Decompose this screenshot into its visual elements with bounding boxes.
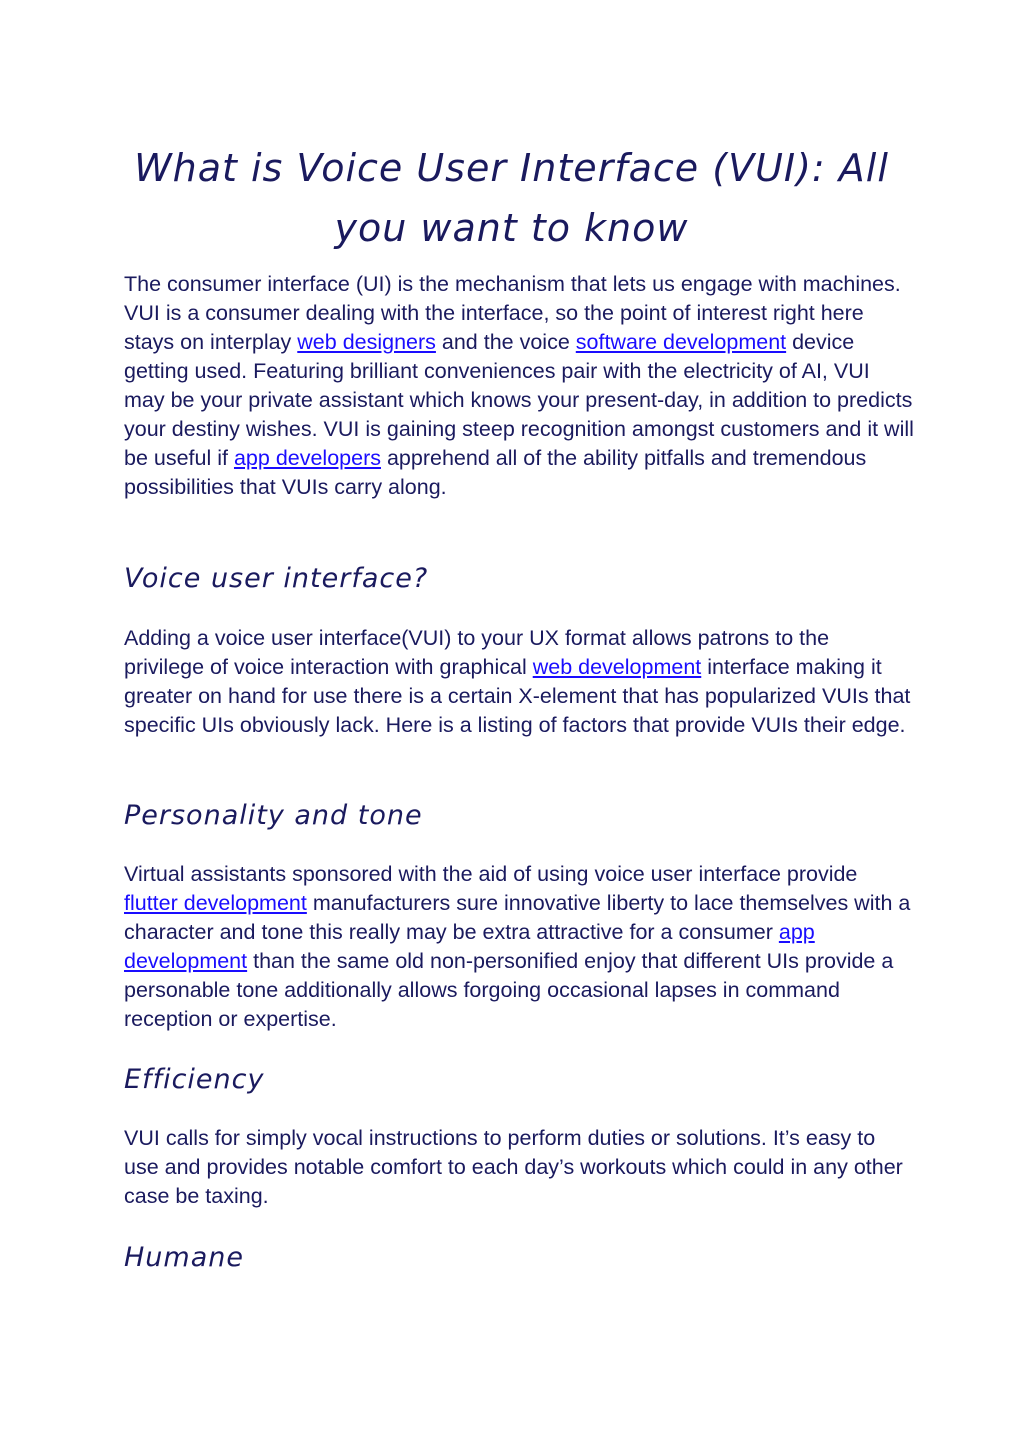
intro-text-3: device getting used. Featuring brilliant conveniences pair with the electricity of AI, VUI may be your private assistant which knows your present-day, in addition to predicts your destiny wishes. VUI is gaining steep recognition amongst customers and it will be useful if — [124, 330, 914, 470]
intro-text-2: and the voice — [435, 330, 576, 354]
personality-text-3: than the same old non-personified enjoy that different UIs provide a personable tone additionally allows forgoing occasional lapses in command reception or expertise. — [124, 949, 894, 1031]
flutter-development-link[interactable]: flutter development — [124, 891, 307, 915]
intro-text-1: The consumer interface (UI) is the mechanism that lets us engage with machines. VUI is a consumer dealing with the interface, so the point of interest right here stays on interplay — [124, 272, 901, 354]
heading-personality-and-tone: Personality and tone — [124, 800, 423, 831]
vui-text-2: interface making it greater on hand for use there is a certain X-element that has popularized VUIs that specific UIs obviously lack. Here is a listing of factors that provide VUIs their edge. — [124, 655, 911, 737]
efficiency-paragraph — [124, 1124, 914, 1211]
heading-voice-user-interface: Voice user interface? — [124, 563, 429, 594]
efficiency-text-1: VUI calls for simply vocal instructions to perform duties or solutions. It’s easy to use and provides notable comfort to each day’s workouts which could in any other case be taxing. — [124, 1126, 903, 1208]
intro-paragraph — [124, 270, 914, 502]
web-development-link[interactable]: web development — [532, 655, 702, 679]
vui-text-1: Adding a voice user interface(VUI) to your UX format allows patrons to the privilege of voice interaction with graphical — [124, 626, 830, 679]
personality-text-2: manufacturers sure innovative liberty to lace themselves with a character and tone this really may be extra attractive for a consumer — [124, 891, 911, 944]
app-development-link[interactable]: app development — [124, 920, 815, 973]
app-developers-link[interactable]: app developers — [233, 446, 381, 470]
personality-text-1: Virtual assistants sponsored with the aid of using voice user interface provide — [124, 862, 858, 886]
heading-humane: Humane — [124, 1242, 244, 1273]
software-development-link[interactable]: software development — [575, 330, 787, 354]
heading-efficiency: Efficiency — [124, 1064, 265, 1095]
web-designers-link[interactable]: web designers — [297, 330, 436, 354]
personality-and-tone-paragraph — [124, 860, 914, 1034]
page-title: What is Voice User Interface (VUI): All you want to know — [134, 146, 889, 250]
voice-user-interface-paragraph — [124, 624, 914, 740]
intro-text-4: apprehend all of the ability pitfalls and tremendous possibilities that VUIs carry along. — [124, 446, 867, 499]
